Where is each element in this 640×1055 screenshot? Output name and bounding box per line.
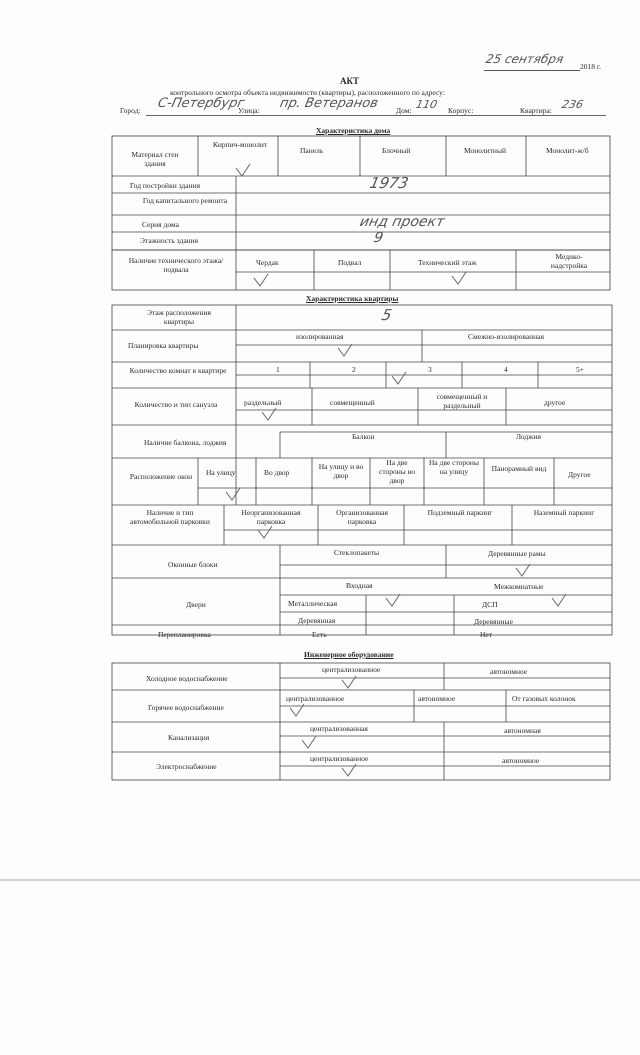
rooms-2: 2 bbox=[352, 365, 356, 374]
sewer-auto: автономная bbox=[504, 726, 541, 735]
layout-mixed: Смежно-изолированная bbox=[468, 332, 544, 341]
power-label: Электроснабжение bbox=[156, 762, 217, 771]
date-year: 2018 г. bbox=[580, 62, 601, 71]
floor-label: Этаж расположения квартиры bbox=[147, 308, 211, 326]
parking-underground: Подземный паркинг bbox=[427, 508, 493, 517]
rooms-1: 1 bbox=[276, 365, 280, 374]
document-subtitle: контрольного осмотра объекта недвижимости (квартиры), расположенного по адресу: bbox=[170, 88, 445, 97]
loggia-option: Лоджия bbox=[516, 432, 541, 441]
bath-label: Количество и тип санузла bbox=[134, 400, 218, 409]
rooms-3: 3 bbox=[428, 365, 432, 374]
doors-metal: Металлическая bbox=[288, 599, 338, 608]
windows-other: Другое bbox=[568, 470, 591, 479]
doors-interior: Межкомнатные bbox=[494, 582, 544, 591]
layout-label: Планировка квартиры bbox=[128, 341, 199, 350]
windows-two-street: На две стороны на улицу bbox=[429, 458, 479, 476]
balcony-label: Наличие балкона, лоджия bbox=[144, 438, 227, 447]
series-label: Серия дома bbox=[142, 220, 179, 229]
cold-central: централизованное bbox=[322, 665, 381, 674]
cold-auto: автономное bbox=[490, 667, 528, 676]
doors-wood: Деревянная bbox=[298, 616, 336, 625]
doors-label: Двери bbox=[186, 600, 206, 609]
replan-yes: Есть bbox=[312, 630, 327, 639]
window-blocks-wood: Деревянные рамы bbox=[488, 549, 546, 558]
street-label: Улица: bbox=[238, 106, 260, 115]
replan-label: Перепланировка bbox=[158, 630, 211, 639]
layout-isolated: изолированная bbox=[296, 332, 344, 341]
window-blocks-label: Оконные блоки bbox=[168, 560, 218, 569]
floors-label: Этажность здания bbox=[140, 236, 199, 245]
apt-label: Квартира: bbox=[520, 106, 552, 115]
power-central: централизованное bbox=[310, 754, 369, 763]
year-label: Год постройки здания bbox=[130, 181, 201, 190]
material-label: Материал стен здания bbox=[131, 150, 179, 168]
hot-auto: автономное bbox=[418, 694, 456, 703]
material-block: Блочный bbox=[382, 146, 411, 155]
korpus-label: Корпус: bbox=[448, 106, 474, 115]
doors-dsp: ДСП bbox=[482, 600, 498, 609]
bath-both: совмещенный и раздельный bbox=[436, 392, 488, 410]
balcony-option: Балкон bbox=[352, 432, 375, 441]
bath-other: другое bbox=[544, 398, 566, 407]
floors-value: 9 bbox=[372, 230, 385, 246]
hot-gas: От газовых колонок bbox=[512, 694, 576, 703]
material-monolith: Монолитный bbox=[464, 146, 506, 155]
doors-entry: Входная bbox=[346, 581, 373, 590]
bath-separate: раздельный bbox=[244, 398, 282, 407]
hot-label: Горячее водоснабжение bbox=[148, 703, 224, 712]
house-value: 110 bbox=[414, 98, 439, 111]
rooms-4: 4 bbox=[504, 365, 508, 374]
repair-label: Год капитального ремонта bbox=[142, 196, 228, 205]
windows-street-yard: На улицу и во двор bbox=[318, 462, 364, 480]
year-value: 1973 bbox=[368, 174, 411, 192]
windows-label: Расположение окон bbox=[129, 472, 193, 481]
windows-two-yard: На две стороны во двор bbox=[379, 458, 415, 485]
city-value: С-Петербург bbox=[156, 96, 246, 111]
apartment-section-title: Характеристика квартиры bbox=[306, 294, 399, 303]
attic-label: Наличие технического этажа/подвала bbox=[128, 256, 224, 274]
attic-option-podval: Подвал bbox=[338, 258, 362, 267]
windows-yard: Во двор bbox=[264, 468, 290, 477]
attic-option-cherdak: Чердак bbox=[256, 258, 279, 267]
sewer-label: Канализация bbox=[168, 733, 210, 742]
parking-unorganized: Неорганизованная парковка bbox=[241, 508, 301, 526]
parking-organized: Организованная парковка bbox=[336, 508, 388, 526]
material-monolith-rc: Монолит-ж/б bbox=[546, 146, 589, 155]
series-value: инд проект bbox=[358, 214, 446, 230]
apt-value: 236 bbox=[560, 98, 585, 111]
floor-value: 5 bbox=[380, 306, 394, 324]
parking-label: Наличие и тип автомобильной парковки bbox=[130, 508, 210, 526]
hot-central: централизованное bbox=[286, 694, 345, 703]
power-auto: автономное bbox=[502, 756, 540, 765]
windows-street: На улицу bbox=[206, 468, 236, 477]
sewer-central: централизованная bbox=[310, 724, 368, 733]
attic-option-tech: Технический этаж bbox=[418, 258, 477, 267]
replan-no: Нет bbox=[480, 630, 493, 639]
parking-ground: Наземный паркинг bbox=[533, 508, 595, 517]
house-label: Дом: bbox=[396, 106, 412, 115]
material-panel: Панель bbox=[300, 146, 324, 155]
material-brick: Кирпич-монолит bbox=[212, 140, 268, 149]
doors-wood-interior: Деревянные bbox=[474, 617, 513, 626]
street-value: пр. Ветеранов bbox=[278, 96, 380, 111]
document-title: АКТ bbox=[340, 76, 360, 86]
date-handwritten: 25 сентября bbox=[484, 52, 565, 66]
windows-panoramic: Панорамный вид bbox=[491, 464, 547, 473]
cold-label: Холодное водоснабжение bbox=[146, 674, 228, 683]
house-section-title: Характеристика дома bbox=[316, 126, 391, 135]
bath-combined: совмещенный bbox=[330, 398, 375, 407]
attic-option-medico: Медико-надстройка bbox=[550, 252, 588, 270]
rooms-5plus: 5+ bbox=[576, 365, 584, 374]
rooms-label: Количество комнат в квартире bbox=[129, 366, 227, 375]
window-blocks-glass: Стеклопакеты bbox=[334, 548, 380, 557]
city-label: Город: bbox=[120, 106, 141, 115]
engineering-section-title: Инженерное оборудование bbox=[304, 650, 394, 659]
